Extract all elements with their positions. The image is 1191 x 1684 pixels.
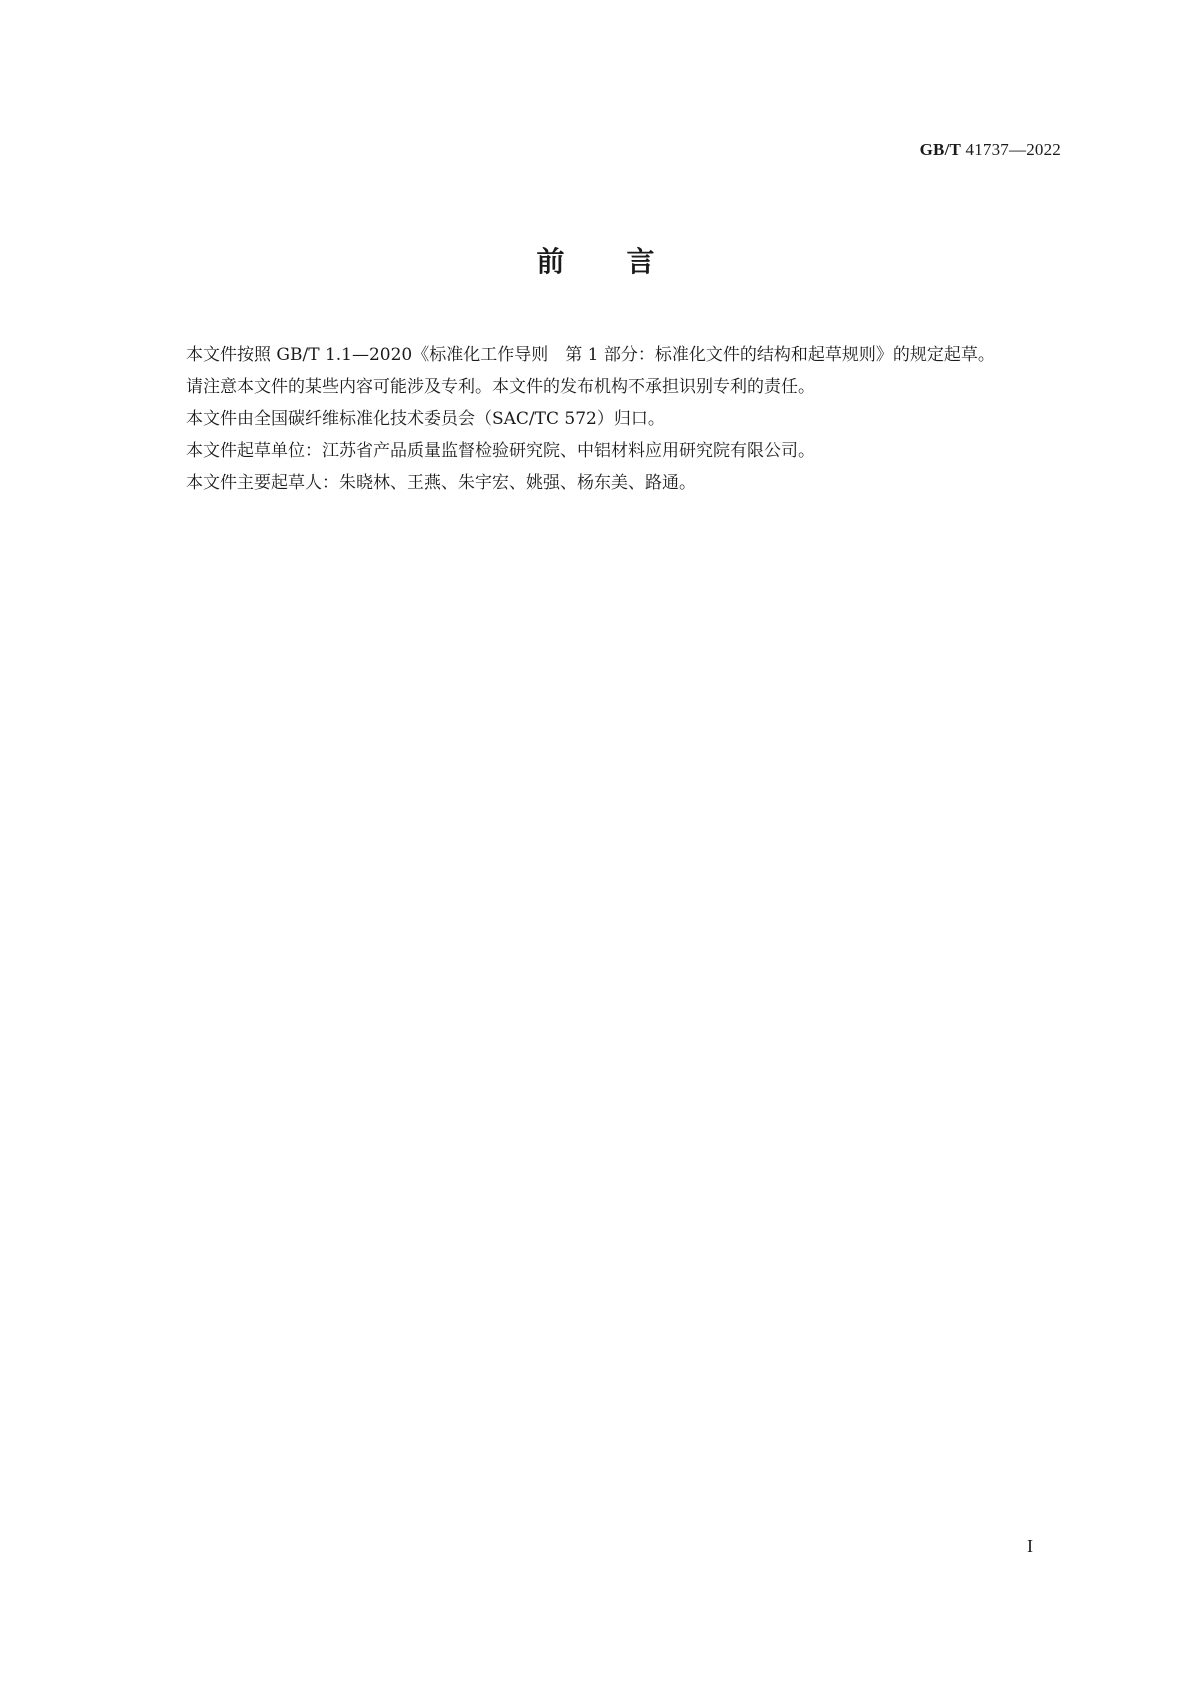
- standard-prefix: GB/T: [919, 140, 962, 159]
- paragraph-drafting-rules: 本文件按照 GB/T 1.1—2020《标准化工作导则 第 1 部分：标准化文件的结构和起草规则》的规定起草。: [186, 345, 995, 365]
- foreword-body: [144, 339, 1066, 499]
- paragraph-drafting-units: 本文件起草单位：江苏省产品质量监督检验研究院、中铝材料应用研究院有限公司。: [186, 441, 815, 461]
- standard-code: [920, 140, 1061, 160]
- paragraph-patent-notice: 请注意本文件的某些内容可能涉及专利。本文件的发布机构不承担识别专利的责任。: [186, 377, 815, 397]
- page-title: 前言: [536, 245, 717, 278]
- paragraph-drafters: 本文件主要起草人：朱晓林、王燕、朱宇宏、姚强、杨东美、路通。: [186, 473, 696, 493]
- paragraph-committee: 本文件由全国碳纤维标准化技术委员会（SAC/TC 572）归口。: [186, 409, 665, 429]
- page-number: I: [1027, 1536, 1033, 1556]
- standard-number: 41737—2022: [965, 140, 1061, 159]
